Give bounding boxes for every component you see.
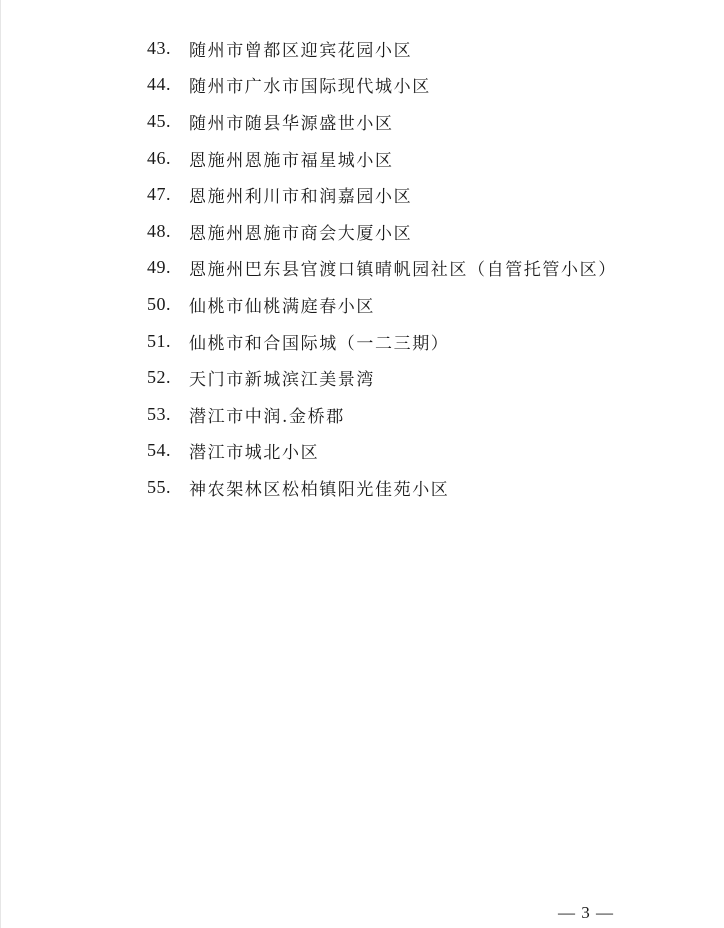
list-item	[147, 323, 617, 360]
item-number: 44.	[147, 74, 171, 95]
item-number: 46.	[147, 147, 171, 168]
list-item	[147, 213, 617, 250]
list-item	[147, 103, 617, 140]
item-text: 恩施州利川市和润嘉园小区	[189, 187, 413, 208]
list-item	[147, 250, 617, 287]
item-text: 随州市随县华源盛世小区	[189, 113, 394, 134]
page-number: — 3 —	[558, 903, 614, 922]
item-text: 随州市广水市国际现代城小区	[189, 77, 431, 98]
list-item	[147, 286, 617, 323]
item-number: 52.	[147, 367, 171, 388]
item-number: 45.	[147, 110, 171, 131]
list-item	[147, 359, 617, 396]
item-text: 仙桃市和合国际城（一二三期）	[189, 333, 450, 354]
list-item	[147, 433, 617, 470]
item-number: 43.	[147, 37, 171, 58]
item-number: 47.	[147, 184, 171, 205]
item-number: 54.	[147, 440, 171, 461]
list-item	[147, 469, 617, 506]
item-number: 53.	[147, 403, 171, 424]
item-text: 潜江市中润.金桥郡	[189, 406, 345, 427]
list-item	[147, 140, 617, 177]
community-list	[147, 30, 617, 506]
item-text: 恩施州恩施市福星城小区	[189, 150, 394, 171]
item-text: 恩施州恩施市商会大厦小区	[189, 223, 413, 244]
item-text: 仙桃市仙桃满庭春小区	[189, 296, 375, 317]
item-number: 50.	[147, 293, 171, 314]
item-number: 55.	[147, 476, 171, 497]
item-number: 49.	[147, 257, 171, 278]
item-text: 天门市新城滨江美景湾	[189, 370, 375, 391]
item-text: 潜江市城北小区	[189, 443, 320, 464]
item-number: 51.	[147, 330, 171, 351]
list-item	[147, 67, 617, 104]
list-item	[147, 176, 617, 213]
list-item	[147, 30, 617, 67]
item-text: 随州市曾都区迎宾花园小区	[189, 40, 413, 61]
item-text: 神农架林区松柏镇阳光佳苑小区	[189, 479, 450, 500]
item-number: 48.	[147, 220, 171, 241]
list-item	[147, 396, 617, 433]
item-text: 恩施州巴东县官渡口镇晴帆园社区（自管托管小区）	[189, 260, 617, 281]
